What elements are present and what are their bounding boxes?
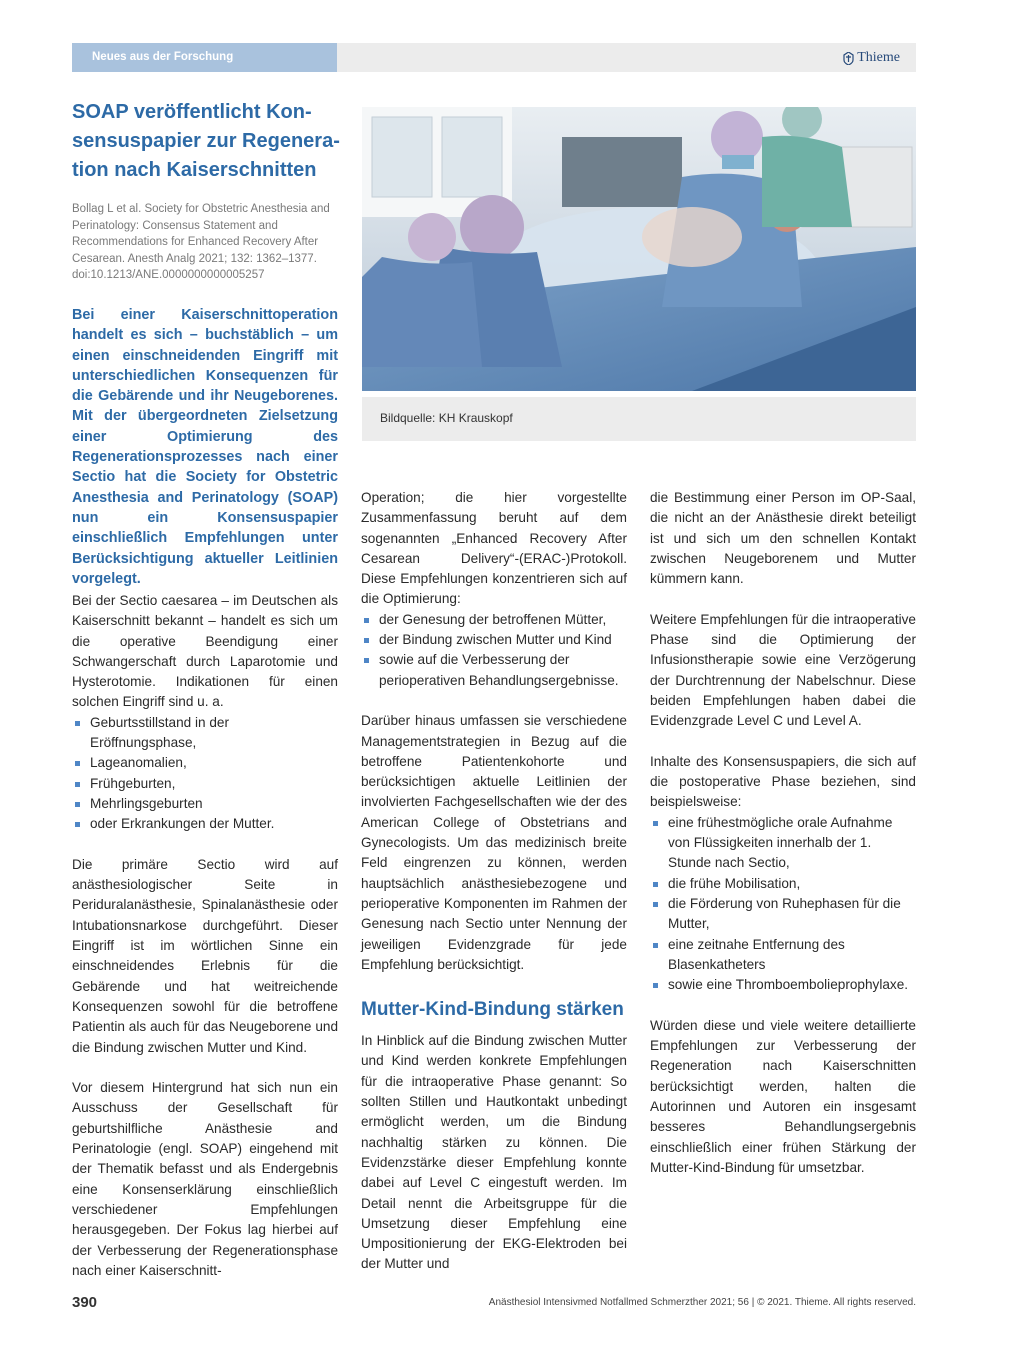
list-item: eine frühestmögliche orale Aufnahme von Flüssigkeiten innerhalb der 1. Stunde nach Sectio, — [650, 813, 916, 874]
focus-list — [361, 610, 627, 691]
list-item: sowie auf die Verbesserung der perioperativen Behandlungsergebnisse. — [361, 650, 627, 691]
paragraph: Operation; die hier vorgestellte Zusammenfassung beruht auf dem sogenannten „Enhanced Recovery After Cesarean Delivery“-(ERAC-)Protokoll. Diese Empfehlungen konzentrieren sich auf die Optimierung: — [361, 490, 627, 607]
paragraph: Weitere Empfehlungen für die intraoperative Phase sind die Optimierung der Infusionstherapie sowie eine Verzögerung der Durchtrennung der Nabelschnur. Diese beiden Empfehlungen haben dabei die Evidenzgrade Level C und Level A. — [650, 611, 916, 729]
list-item: der Bindung zwischen Mutter und Kind — [361, 630, 627, 650]
article-lead: Bei einer Kaiserschnittoperation handelt es sich – buchstäblich – um einen einschneidenden Eingriff mit unterschiedlichen Konsequenzen für die Gebärende und ihr Neugeborenes. Mit der übergeordneten Zielsetzung einer Optimierung des Regenerationsprozesses nach einer Sectio hat die Society for Obstetric Anesthesia and Perinatology (SOAP) nun ein Konsensuspapier einschließlich Empfehlungen unter Berücksichtigung aktueller Leitlinien vorgelegt. — [72, 307, 338, 587]
operating-room-photo — [362, 107, 916, 391]
paragraph: Darüber hinaus umfassen sie verschiedene Managementstrategien in Bezug auf die betroffene Patientenkohorte und berücksichtigen aktuelle Leitlinien der involvierten Fachgesellschaften wie der des American College of Obstetrians and Gynecologists. Um das medizinisch breite Feld eingrenzen zu können, werden hauptsächlich anästhesiebezogene und perioperative Komponenten im Rahmen der Genesung nach Sectio unter Nennung der jeweiligen Evidenzgrade für jede Empfehlung berücksichtigt. — [361, 713, 627, 972]
paragraph: Die primäre Sectio wird auf anästhesiologischer Seite in Periduralanästhesie, Spinalanästhesie oder Intubationsnarkose durchgeführt. Dieser Eingriff ist im wörtlichen Sinne ein einschneidendes Erlebnis für die Gebärende und hat weitreichende Konsequenzen sowohl für die betroffene Patientin als auch für das Neugeborene und die Bindung zwischen Mutter und Kind. — [72, 856, 338, 1055]
thieme-logo-icon — [843, 52, 854, 65]
paragraph: Inhalte des Konsensuspapiers, die sich auf die postoperative Phase beziehen, sind beispielsweise: — [650, 753, 916, 810]
list-item: der Genesung der betroffenen Mütter, — [361, 610, 627, 630]
text-column-1 — [72, 591, 338, 1281]
list-item: Geburtsstillstand in der Eröffnungsphase, — [72, 713, 338, 754]
list-item: oder Erkrankungen der Mutter. — [72, 814, 338, 834]
paragraph: In Hinblick auf die Bindung zwischen Mutter und Kind werden konkrete Empfehlungen für die intraoperative Phase genannt: So sollten Stillen und Hautkontakt unbedingt ermöglicht werden, um die Bindung nachhaltig stärken zu können. Die Evidenzstärke dieser Empfehlung konnte dabei auf Level C eingestuft werden. Im Detail nennt die Arbeitsgruppe für die Umsetzung dieser Empfehlung eine Umpositionierung der EKG-Elektroden bei der Mutter und — [361, 1033, 627, 1272]
section-label: Neues aus der Forschung — [92, 51, 234, 63]
list-item: Frühgeburten, — [72, 774, 338, 794]
paragraph: die Bestimmung einer Person im OP-Saal, die nicht an der Anästhesie direkt beteiligt ist und sich um den schnellen Kontakt zwischen Neugeborenem und Mutter kümmern kann. — [650, 490, 916, 587]
text-column-3 — [650, 488, 916, 1178]
list-item: die frühe Mobilisation, — [650, 874, 916, 894]
photo-caption — [362, 397, 916, 441]
list-item: Lageanomalien, — [72, 753, 338, 773]
publisher-logo — [843, 50, 900, 66]
list-item: sowie eine Thromboembolieprophylaxe. — [650, 975, 916, 995]
paragraph: Vor diesem Hintergrund hat sich nun ein Ausschuss der Gesellschaft für geburtshilfliche Anästhesie and Perinatologie (engl. SOAP) eingehend mit der Thematik befasst und als Endergebnis eine Konsenserklärung einschließlich verschiedener Empfehlungen herausgegeben. Der Fokus lag hierbei auf der Verbesserung der Regenerationsphase nach einer Kaiserschnitt- — [72, 1080, 338, 1278]
article-title: SOAP veröffentlicht Kon-sensuspapier zur Regenera-tion nach Kaiserschnitten — [72, 101, 340, 181]
indication-list — [72, 713, 338, 835]
paragraph: Würden diese und viele weitere detaillierte Empfehlungen zur Verbesserung der Regeneration nach Kaiserschnitten berücksichtigt werden, halten die Autorinnen und Autoren ein insgesamt besseres Behandlungsergebnis einschließlich einer frühen Stärkung der Mutter-Kind-Bindung für umsetzbar. — [650, 1017, 916, 1175]
page-number: 390 — [72, 1294, 98, 1311]
header-bar — [337, 43, 916, 72]
article-photo — [362, 107, 916, 391]
caption-text: Bildquelle: KH Krauskopf — [380, 411, 513, 425]
text-column-2 — [361, 488, 627, 1275]
journal-citation: Anästhesiol Intensivmed Notfallmed Schmerzther 2021; 56 | © 2021. Thieme. All rights reserved. — [488, 1297, 916, 1308]
section-header — [72, 43, 337, 72]
logo-text: Thieme — [857, 50, 900, 65]
list-item: die Förderung von Ruhephasen für die Mutter, — [650, 894, 916, 935]
article-reference: Bollag L et al. Society for Obstetric Anesthesia and Perinatology: Consensus Statement and Recommendations for Enhanced Recovery After Cesarean. Anesth Analg 2021; 132: 1362–1377. doi:10.1213/ANE.0000000000005257 — [72, 203, 330, 282]
section-heading: Mutter-Kind-Bindung stärken — [361, 999, 624, 1021]
postoperative-list — [650, 813, 916, 996]
list-item: eine zeitnahe Entfernung des Blasenkatheters — [650, 935, 916, 976]
paragraph: Bei der Sectio caesarea – im Deutschen als Kaiserschnitt bekannt – handelt es sich um die operative Beendigung einer Schwangerschaft durch Laparotomie und Hysterotomie. Indikationen für einen solchen Eingriff sind u. a. — [72, 593, 338, 710]
list-item: Mehrlingsgeburten — [72, 794, 338, 814]
